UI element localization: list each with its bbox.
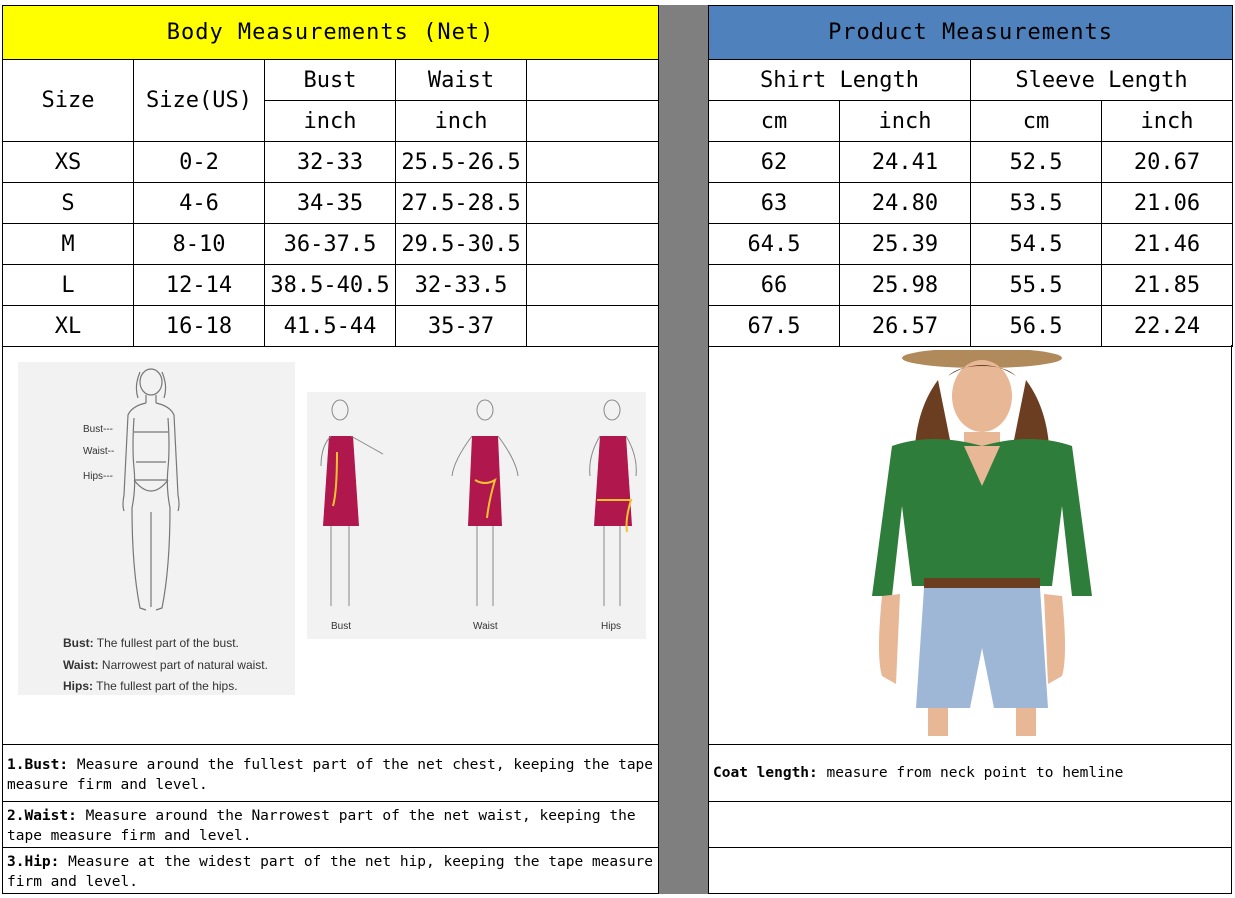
def-bust bbox=[63, 636, 239, 650]
caption-waist: Waist bbox=[473, 621, 498, 632]
note-hip-text: Measure at the widest part of the net hip, keeping the tape measure firm and level. bbox=[7, 854, 654, 890]
unit-inch: inch bbox=[1102, 101, 1233, 142]
label-bust: Bust--- bbox=[83, 424, 113, 435]
def-hips-term: Hips: bbox=[63, 679, 93, 693]
label-hips: Hips--- bbox=[83, 471, 113, 482]
bust-cell: 32-33 bbox=[265, 142, 396, 183]
size-cell: L bbox=[3, 265, 134, 306]
sleeve-inch-cell: 21.46 bbox=[1102, 224, 1233, 265]
col-size-us-header: Size(US) bbox=[134, 60, 265, 142]
table-row bbox=[3, 183, 659, 224]
table-row bbox=[709, 265, 1233, 306]
note-waist bbox=[3, 802, 658, 848]
note-coat-length bbox=[709, 745, 1231, 802]
bust-cell: 41.5-44 bbox=[265, 306, 396, 347]
note-coat-term: Coat length: bbox=[713, 765, 818, 781]
label-waist: Waist-- bbox=[83, 446, 115, 457]
empty-cell bbox=[527, 142, 659, 183]
shirt-inch-cell: 25.98 bbox=[840, 265, 971, 306]
note-bust-text: Measure around the fullest part of the net chest, keeping the tape measure firm and level. bbox=[7, 757, 654, 793]
empty-cell bbox=[527, 60, 659, 101]
bust-cell: 38.5-40.5 bbox=[265, 265, 396, 306]
table-row bbox=[3, 306, 659, 347]
note-hip-term: 3.Hip: bbox=[7, 854, 60, 870]
size-cell: XS bbox=[3, 142, 134, 183]
shirt-inch-cell: 26.57 bbox=[840, 306, 971, 347]
unit-inch: inch bbox=[840, 101, 971, 142]
note-waist-text: Measure around the Narrowest part of the net waist, keeping the tape measure firm and level. bbox=[7, 808, 636, 844]
product-table-title: Product Measurements bbox=[709, 6, 1233, 60]
sleeve-inch-cell: 22.24 bbox=[1102, 306, 1233, 347]
sleeve-inch-cell: 21.06 bbox=[1102, 183, 1233, 224]
waist-cell: 32-33.5 bbox=[396, 265, 527, 306]
def-waist-text: Narrowest part of natural waist. bbox=[101, 658, 268, 672]
size-cell: S bbox=[3, 183, 134, 224]
sleeve-inch-cell: 20.67 bbox=[1102, 142, 1233, 183]
col-shirt-length-header: Shirt Length bbox=[709, 60, 971, 101]
note-hip bbox=[3, 848, 658, 893]
size-cell: XL bbox=[3, 306, 134, 347]
col-waist-header: Waist bbox=[396, 60, 527, 101]
waist-cell: 29.5-30.5 bbox=[396, 224, 527, 265]
table-row bbox=[709, 183, 1233, 224]
unit-cm: cm bbox=[971, 101, 1102, 142]
body-diagram-panel bbox=[18, 362, 295, 695]
dress-measure-panel bbox=[307, 392, 646, 639]
shirt-cm-cell: 64.5 bbox=[709, 224, 840, 265]
shirt-inch-cell: 24.41 bbox=[840, 142, 971, 183]
shirt-inch-cell: 24.80 bbox=[840, 183, 971, 224]
empty-cell bbox=[527, 224, 659, 265]
bust-cell: 34-35 bbox=[265, 183, 396, 224]
waist-cell: 25.5-26.5 bbox=[396, 142, 527, 183]
size-us-cell: 12-14 bbox=[134, 265, 265, 306]
body-measurements-table bbox=[2, 5, 659, 347]
body-outline-icon bbox=[18, 362, 295, 622]
unit-bust: inch bbox=[265, 101, 396, 142]
shirt-cm-cell: 67.5 bbox=[709, 306, 840, 347]
table-row bbox=[3, 265, 659, 306]
waist-cell: 27.5-28.5 bbox=[396, 183, 527, 224]
col-sleeve-length-header: Sleeve Length bbox=[971, 60, 1233, 101]
caption-hips: Hips bbox=[601, 621, 622, 632]
table-row bbox=[3, 142, 659, 183]
sleeve-cm-cell: 54.5 bbox=[971, 224, 1102, 265]
def-bust-term: Bust: bbox=[63, 636, 94, 650]
size-cell: M bbox=[3, 224, 134, 265]
note-coat-text: measure from neck point to hemline bbox=[817, 765, 1124, 781]
sleeve-cm-cell: 56.5 bbox=[971, 306, 1102, 347]
def-bust-text: The fullest part of the bust. bbox=[96, 636, 239, 650]
note-waist-term: 2.Waist: bbox=[7, 808, 77, 824]
shirt-cm-cell: 66 bbox=[709, 265, 840, 306]
dress-figure-bust bbox=[321, 400, 383, 606]
dress-figures-icon bbox=[307, 392, 646, 639]
def-waist bbox=[63, 658, 268, 672]
size-us-cell: 16-18 bbox=[134, 306, 265, 347]
def-waist-term: Waist: bbox=[63, 658, 99, 672]
col-size-header: Size bbox=[3, 60, 134, 142]
empty-cell bbox=[527, 265, 659, 306]
col-bust-header: Bust bbox=[265, 60, 396, 101]
empty-cell bbox=[527, 183, 659, 224]
product-measurements-table bbox=[708, 5, 1233, 347]
dress-figure-hips bbox=[590, 400, 637, 606]
table-row bbox=[709, 306, 1233, 347]
def-hips-text: The fullest part of the hips. bbox=[96, 679, 238, 693]
notes-right bbox=[708, 745, 1232, 894]
sleeve-cm-cell: 53.5 bbox=[971, 183, 1102, 224]
table-row bbox=[709, 224, 1233, 265]
size-us-cell: 4-6 bbox=[134, 183, 265, 224]
table-row bbox=[3, 224, 659, 265]
shirt-cm-cell: 63 bbox=[709, 183, 840, 224]
size-us-cell: 8-10 bbox=[134, 224, 265, 265]
unit-cm: cm bbox=[709, 101, 840, 142]
bust-cell: 36-37.5 bbox=[265, 224, 396, 265]
unit-waist: inch bbox=[396, 101, 527, 142]
note-bust-term: 1.Bust: bbox=[7, 757, 69, 773]
product-photo bbox=[852, 350, 1112, 738]
table-row bbox=[709, 142, 1233, 183]
waist-cell: 35-37 bbox=[396, 306, 527, 347]
empty-cell bbox=[527, 306, 659, 347]
empty-cell bbox=[527, 101, 659, 142]
size-us-cell: 0-2 bbox=[134, 142, 265, 183]
sleeve-cm-cell: 55.5 bbox=[971, 265, 1102, 306]
empty-note-row bbox=[709, 802, 1231, 848]
separator-column bbox=[658, 5, 708, 894]
note-bust bbox=[3, 745, 658, 802]
sleeve-inch-cell: 21.85 bbox=[1102, 265, 1233, 306]
body-table-title: Body Measurements (Net) bbox=[3, 6, 659, 60]
def-hips bbox=[63, 679, 238, 693]
sleeve-cm-cell: 52.5 bbox=[971, 142, 1102, 183]
shirt-inch-cell: 25.39 bbox=[840, 224, 971, 265]
notes-left bbox=[2, 745, 659, 894]
dress-figure-waist bbox=[452, 400, 518, 606]
shirt-cm-cell: 62 bbox=[709, 142, 840, 183]
caption-bust: Bust bbox=[331, 621, 352, 632]
